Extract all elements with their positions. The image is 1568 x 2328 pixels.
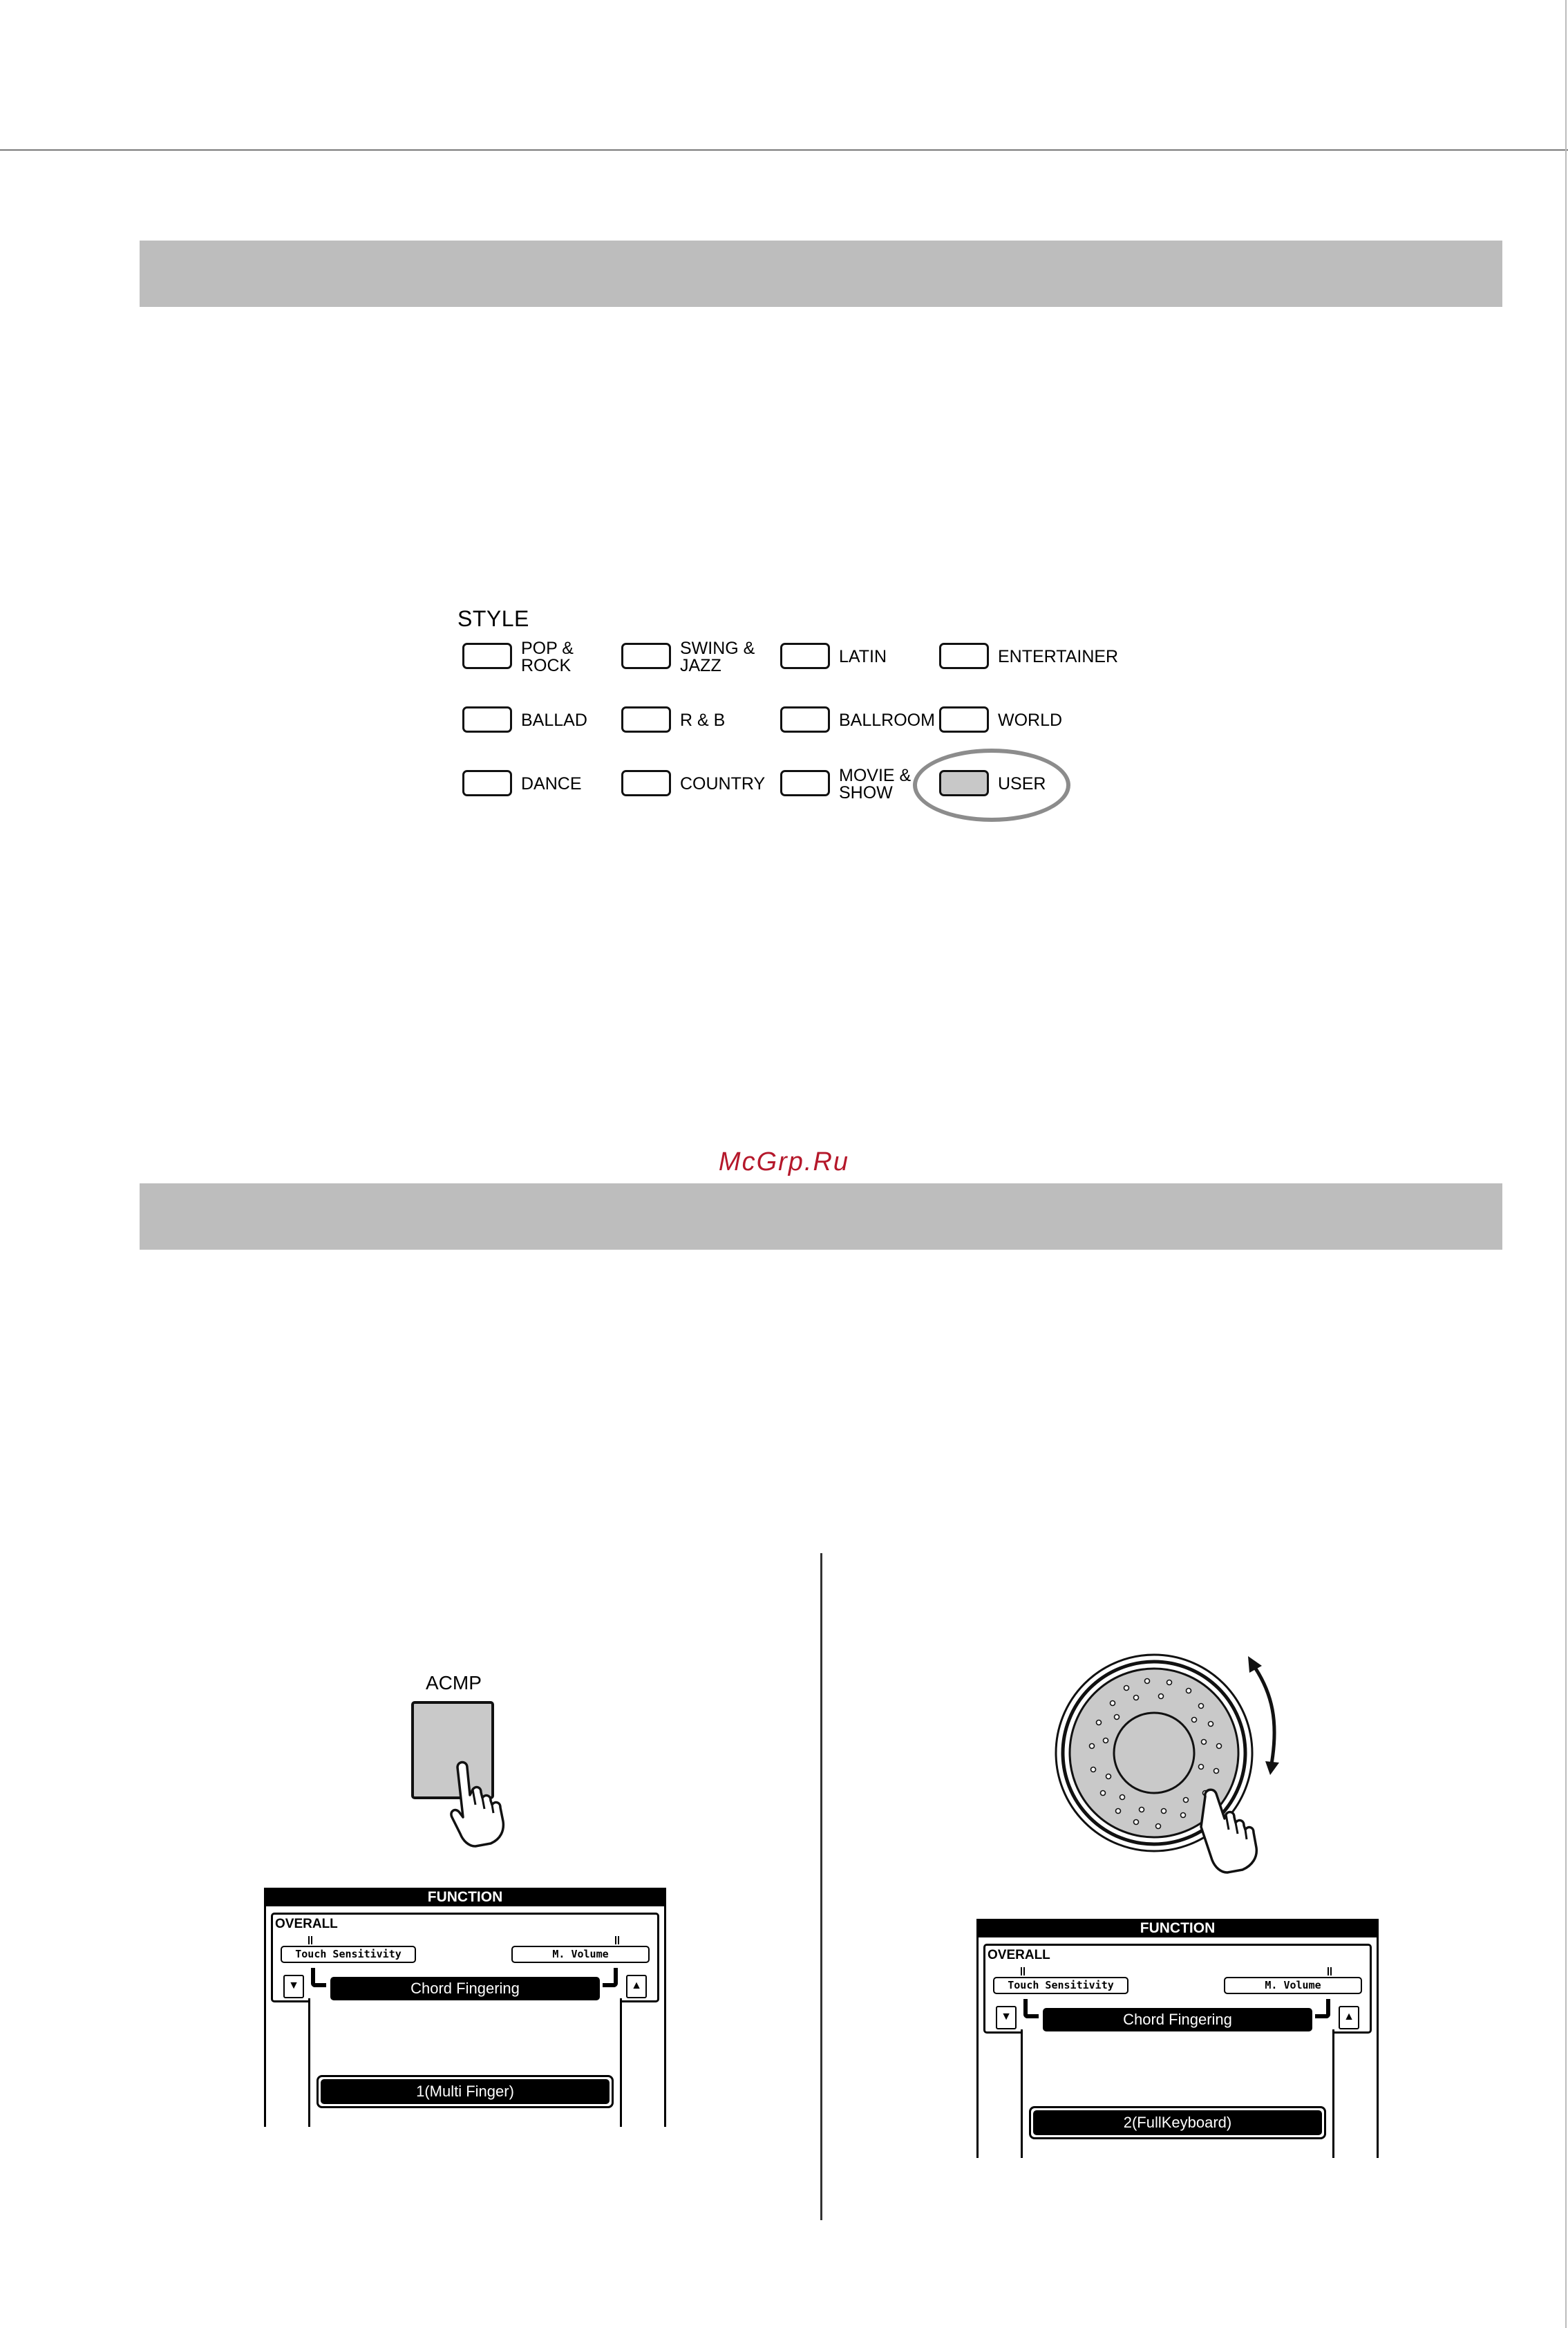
scroll-up-icon: ▲ [1339,2006,1359,2029]
right-bracket [1315,1999,1330,2018]
style-button-entertainer[interactable] [939,643,989,669]
style-button-dance[interactable] [462,770,512,796]
top-rule [0,149,1568,151]
function-display-left [264,1888,666,2127]
function-display-right [976,1919,1379,2158]
pressing-hand-icon [442,1759,518,1849]
style-button-world[interactable] [939,706,989,733]
left-item-marker [308,1936,312,1944]
watermark-text: McGrp.Ru [718,1147,850,1176]
left-menu-item: Touch Sensitivity [281,1946,416,1963]
acmp-label: ACMP [426,1672,482,1693]
left-item-marker [1021,1967,1025,1975]
right-item-marker [615,1936,619,1944]
style-button-country[interactable] [621,770,671,796]
style-label-swing-jazz: SWING & JAZZ [680,639,755,675]
left-bracket [1023,1999,1039,2018]
display-frame-left [264,1906,266,2127]
scroll-down-icon: ▼ [283,1975,304,1998]
chord-fingering-value: 1(Multi Finger) [321,2079,610,2104]
style-button-pop-rock[interactable] [462,643,512,669]
display-header: FUNCTION [264,1888,666,1906]
style-label-dance: DANCE [521,774,582,794]
right-menu-item: M. Volume [511,1946,650,1963]
left-bracket [311,1968,326,1987]
style-label-rnb: R & B [680,711,726,730]
menu-title-chord-fingering: Chord Fingering [1043,2008,1312,2031]
scroll-down-icon: ▼ [996,2006,1017,2029]
style-label-ballad: BALLAD [521,711,587,730]
style-label-user: USER [998,774,1046,794]
style-label-world: WORLD [998,711,1063,730]
display-overall-label: OVERALL [988,1948,1050,1962]
chord-fingering-value: 2(FullKeyboard) [1033,2110,1322,2135]
display-frame-right [1377,1937,1379,2158]
menu-title-chord-fingering: Chord Fingering [330,1977,600,2000]
style-button-latin[interactable] [780,643,830,669]
display-frame-left [976,1937,979,2158]
style-button-ballroom[interactable] [780,706,830,733]
style-button-ballad[interactable] [462,706,512,733]
scroll-up-icon: ▲ [626,1975,647,1998]
right-menu-item: M. Volume [1224,1977,1362,1994]
display-frame-right [664,1906,666,2127]
section-header-bar-1 [140,241,1502,307]
column-divider [820,1553,822,2220]
right-bracket [603,1968,618,1987]
style-label-pop-rock: POP & ROCK [521,639,574,675]
style-panel-title: STYLE [457,606,529,631]
style-button-rnb[interactable] [621,706,671,733]
style-label-ballroom: BALLROOM [839,711,935,730]
display-header: FUNCTION [976,1919,1379,1937]
value-box [1029,2106,1326,2139]
style-button-movie-show[interactable] [780,770,830,796]
style-button-swing-jazz[interactable] [621,643,671,669]
style-label-entertainer: ENTERTAINER [998,647,1119,666]
section-header-bar-2 [140,1183,1502,1250]
turning-hand-icon [1193,1787,1269,1877]
style-label-country: COUNTRY [680,774,766,794]
left-menu-item: Touch Sensitivity [993,1977,1128,1994]
style-label-latin: LATIN [839,647,887,666]
value-box [317,2075,614,2108]
right-item-marker [1328,1967,1332,1975]
user-highlight-ring [913,749,1070,822]
display-overall-label: OVERALL [275,1917,338,1931]
style-label-movie-show: MOVIE & SHOW [839,766,911,802]
